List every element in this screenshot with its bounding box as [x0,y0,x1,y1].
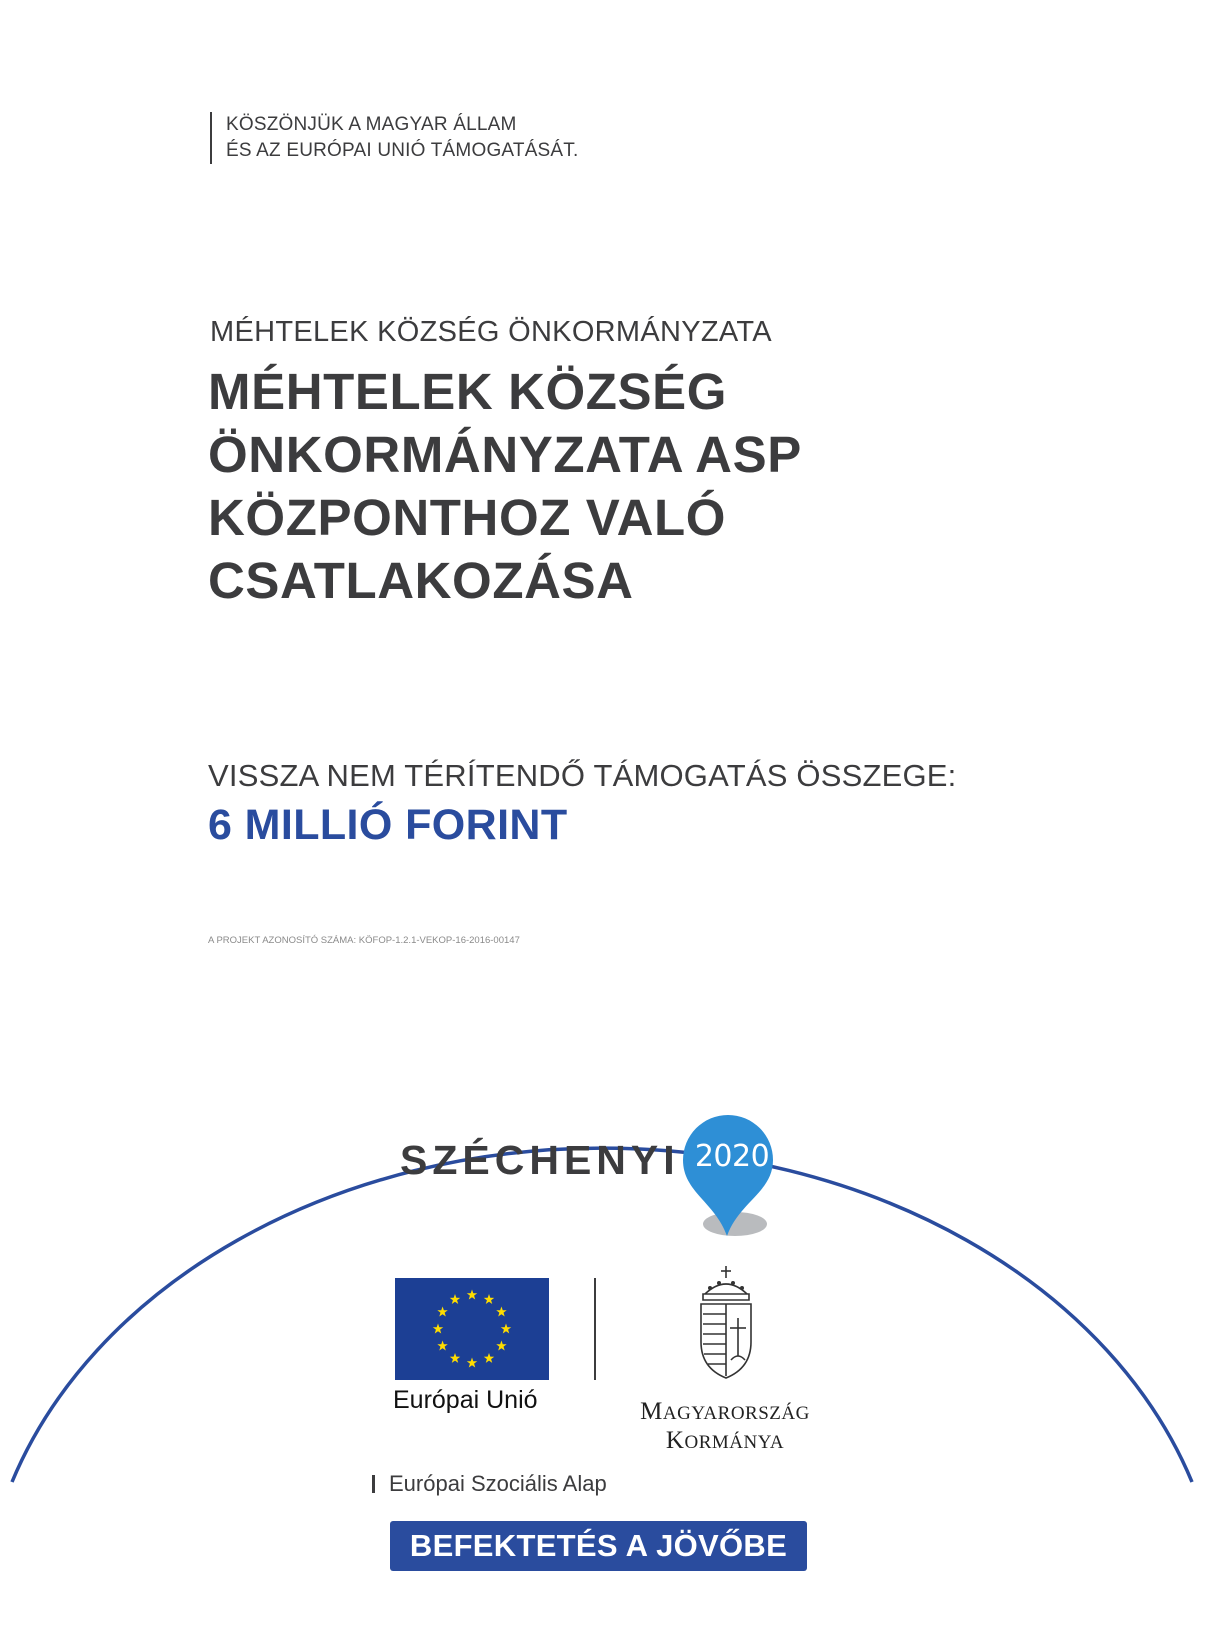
government-label [635,1398,815,1456]
project-id: A PROJEKT AZONOSÍTÓ SZÁMA: KÖFOP-1.2.1-VEKOP-16-2016-00147 [208,935,520,946]
coat-of-arms-icon [695,1264,757,1380]
logo-divider [594,1278,596,1380]
year-2020: 2020 [694,1139,770,1174]
project-title-line: KÖZPONTHOZ VALÓ [208,489,727,546]
thanks-line-1: KÖSZÖNJÜK A MAGYAR ÁLLAM [226,114,517,135]
szechenyi-logo-text: SZÉCHENYI [400,1137,680,1183]
eu-flag-icon [395,1278,549,1380]
government-line-2: KORMÁNYA [665,1427,785,1454]
project-title-line: ÖNKORMÁNYZATA ASP [208,426,802,483]
fund-label: Európai Szociális Alap [372,1475,607,1493]
location-pin-icon [675,1106,795,1246]
beneficiary-name: MÉHTELEK KÖZSÉG ÖNKORMÁNYZATA [210,316,772,348]
grant-amount: 6 MILLIÓ FORINT [208,801,568,849]
slogan-banner: BEFEKTETÉS A JÖVŐBE [390,1521,807,1571]
eu-label: Európai Unió [393,1386,538,1414]
government-line-1: MAGYARORSZÁG [640,1398,810,1425]
project-title-line: MÉHTELEK KÖZSÉG [208,363,728,420]
thanks-line-2: ÉS AZ EURÓPAI UNIÓ TÁMOGATÁSÁT. [226,140,579,161]
project-title-line: CSATLAKOZÁSA [208,552,634,609]
grant-label: VISSZA NEM TÉRÍTENDŐ TÁMOGATÁS ÖSSZEGE: [208,758,957,793]
